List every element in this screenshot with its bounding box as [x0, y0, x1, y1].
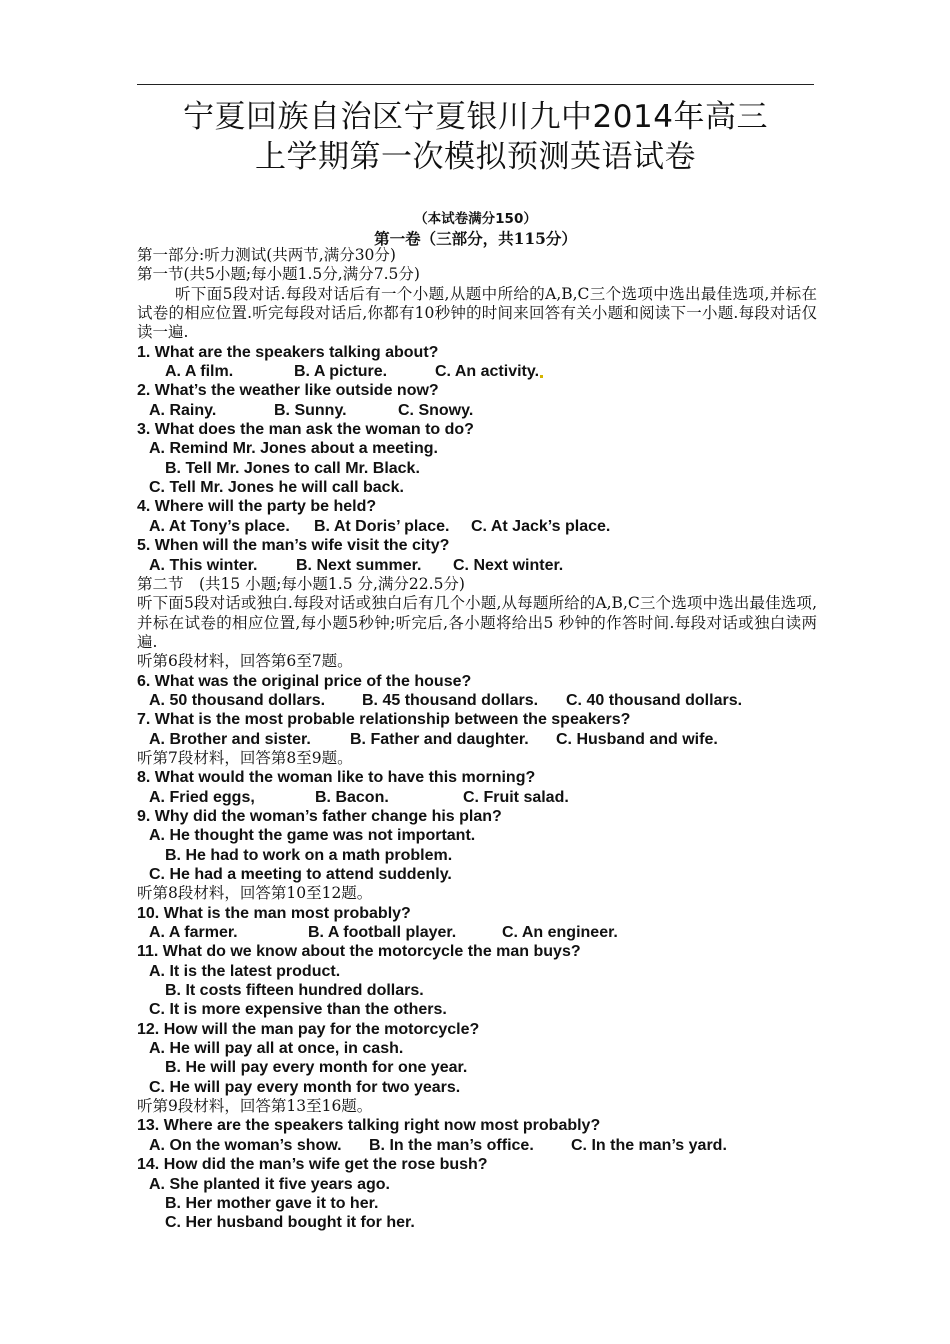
option: A. Fried eggs, [149, 788, 255, 806]
option: B. Her mother gave it to her. [165, 1194, 379, 1212]
option: B. Bacon. [315, 788, 389, 806]
option: A. A farmer. [149, 924, 238, 942]
question-2: 2. What’s the weather like outside now? [137, 382, 439, 400]
option: C. He will pay every month for two years. [149, 1078, 461, 1096]
option: B. 45 thousand dollars. [362, 691, 539, 709]
volume-heading: 第一卷（三部分，共115分） [374, 229, 577, 248]
option: B. In the man’s office. [369, 1136, 534, 1154]
question-13: 13. Where are the speakers talking right now most probably? [137, 1117, 601, 1135]
option: B. At Doris’ place. [314, 517, 450, 535]
option: B. Tell Mr. Jones to call Mr. Black. [165, 459, 420, 477]
question-7-options [137, 730, 817, 749]
option: C. An activity. [435, 363, 540, 381]
question-9: 9. Why did the woman’s father change his plan? [137, 807, 502, 825]
option: A. He thought the game was not important. [149, 827, 476, 845]
option: A. This winter. [149, 556, 258, 574]
option: C. Snowy. [398, 401, 474, 419]
question-1: 1. What are the speakers talking about? [137, 343, 439, 361]
option: C. At Jack’s place. [471, 517, 611, 535]
question-5-options [137, 556, 817, 575]
section-2-heading: 第二节 (共15 小题;每小题1.5 分,满分22.5分) [137, 574, 465, 593]
question-13-options [137, 1136, 817, 1155]
section-2-instructions: 听下面5段对话或独白.每段对话或独白后有几个小题,从每题所给的A,B,C三个选项中选出最佳选项,并标在试卷的相应位置,每小题5秒钟;听完后,各小题将给出5 秒钟的作答时间.每段对话或独白读两遍. [137, 594, 817, 651]
question-8: 8. What would the woman like to have this morning? [137, 769, 536, 787]
option: C. Next winter. [453, 556, 564, 574]
option: B. It costs fifteen hundred dollars. [165, 982, 424, 1000]
option: C. In the man’s yard. [571, 1136, 727, 1154]
marker-dot [540, 375, 543, 378]
title-line-1: 宁夏回族自治区宁夏银川九中2014年高三 [183, 99, 768, 135]
question-4-options [137, 517, 817, 536]
question-6: 6. What was the original price of the house? [137, 672, 472, 690]
material-9-note: 听第9段材料，回答第13至16题。 [137, 1097, 373, 1116]
option: C. Tell Mr. Jones he will call back. [149, 479, 404, 497]
material-6-note: 听第6段材料，回答第6至7题。 [137, 652, 353, 671]
option: A. Remind Mr. Jones about a meeting. [149, 440, 438, 458]
question-7: 7. What is the most probable relationship between the speakers? [137, 711, 631, 729]
question-4: 4. Where will the party be held? [137, 498, 377, 516]
option: A. Brother and sister. [149, 730, 311, 748]
score-note: （本试卷满分150） [414, 211, 537, 227]
option: B. Next summer. [296, 556, 422, 574]
question-14: 14. How did the man’s wife get the rose bush? [137, 1156, 488, 1174]
option: C. 40 thousand dollars. [566, 691, 743, 709]
option: A. Rainy. [149, 401, 217, 419]
option: B. He had to work on a math problem. [165, 846, 453, 864]
exam-content [137, 246, 817, 1233]
material-8-note: 听第8段材料，回答第10至12题。 [137, 884, 373, 903]
question-2-options [137, 401, 817, 420]
option: C. It is more expensive than the others. [149, 1001, 447, 1019]
option: A. At Tony’s place. [149, 517, 290, 535]
option: A. She planted it five years ago. [149, 1175, 390, 1193]
option: B. A picture. [294, 363, 388, 381]
option: B. Sunny. [274, 401, 347, 419]
question-3: 3. What does the man ask the woman to do? [137, 421, 474, 439]
question-5: 5. When will the man’s wife visit the city? [137, 537, 450, 555]
option: B. A football player. [308, 924, 457, 942]
option: B. He will pay every month for one year. [165, 1059, 468, 1077]
question-11: 11. What do we know about the motorcycle the man buys? [137, 943, 581, 961]
question-8-options [137, 788, 817, 807]
option: A. He will pay all at once, in cash. [149, 1040, 404, 1058]
option: B. Father and daughter. [350, 730, 529, 748]
material-7-note: 听第7段材料，回答第8至9题。 [137, 748, 353, 767]
question-10: 10. What is the man most probably? [137, 904, 411, 922]
option: C. An engineer. [502, 924, 618, 942]
option: C. Fruit salad. [463, 788, 569, 806]
section-1-heading: 第一节(共5小题;每小题1.5分,满分7.5分) [137, 265, 420, 284]
option: A. 50 thousand dollars. [149, 691, 326, 709]
option: A. It is the latest product. [149, 962, 341, 980]
option: C. Her husband bought it for her. [165, 1214, 415, 1232]
question-10-options [137, 923, 817, 942]
option: C. Husband and wife. [556, 730, 718, 748]
question-1-options [137, 362, 817, 381]
question-12: 12. How will the man pay for the motorcycle? [137, 1020, 480, 1038]
option: A. A film. [165, 363, 234, 381]
option: C. He had a meeting to attend suddenly. [149, 866, 452, 883]
question-6-options [137, 691, 817, 710]
section-1-instructions: 听下面5段对话.每段对话后有一个小题,从题中所给的A,B,C三个选项中选出最佳选项,并标在试卷的相应位置.听完每段对话后,你都有10秒钟的时间来回答有关小题和阅读下一小题.每段对话仅读一遍. [137, 284, 817, 342]
header-rule [137, 84, 814, 85]
option: A. On the woman’s show. [149, 1136, 342, 1154]
part-heading: 第一部分:听力测试(共两节,满分30分) [137, 246, 396, 264]
title-line-2: 上学期第一次模拟预测英语试卷 [255, 139, 696, 175]
